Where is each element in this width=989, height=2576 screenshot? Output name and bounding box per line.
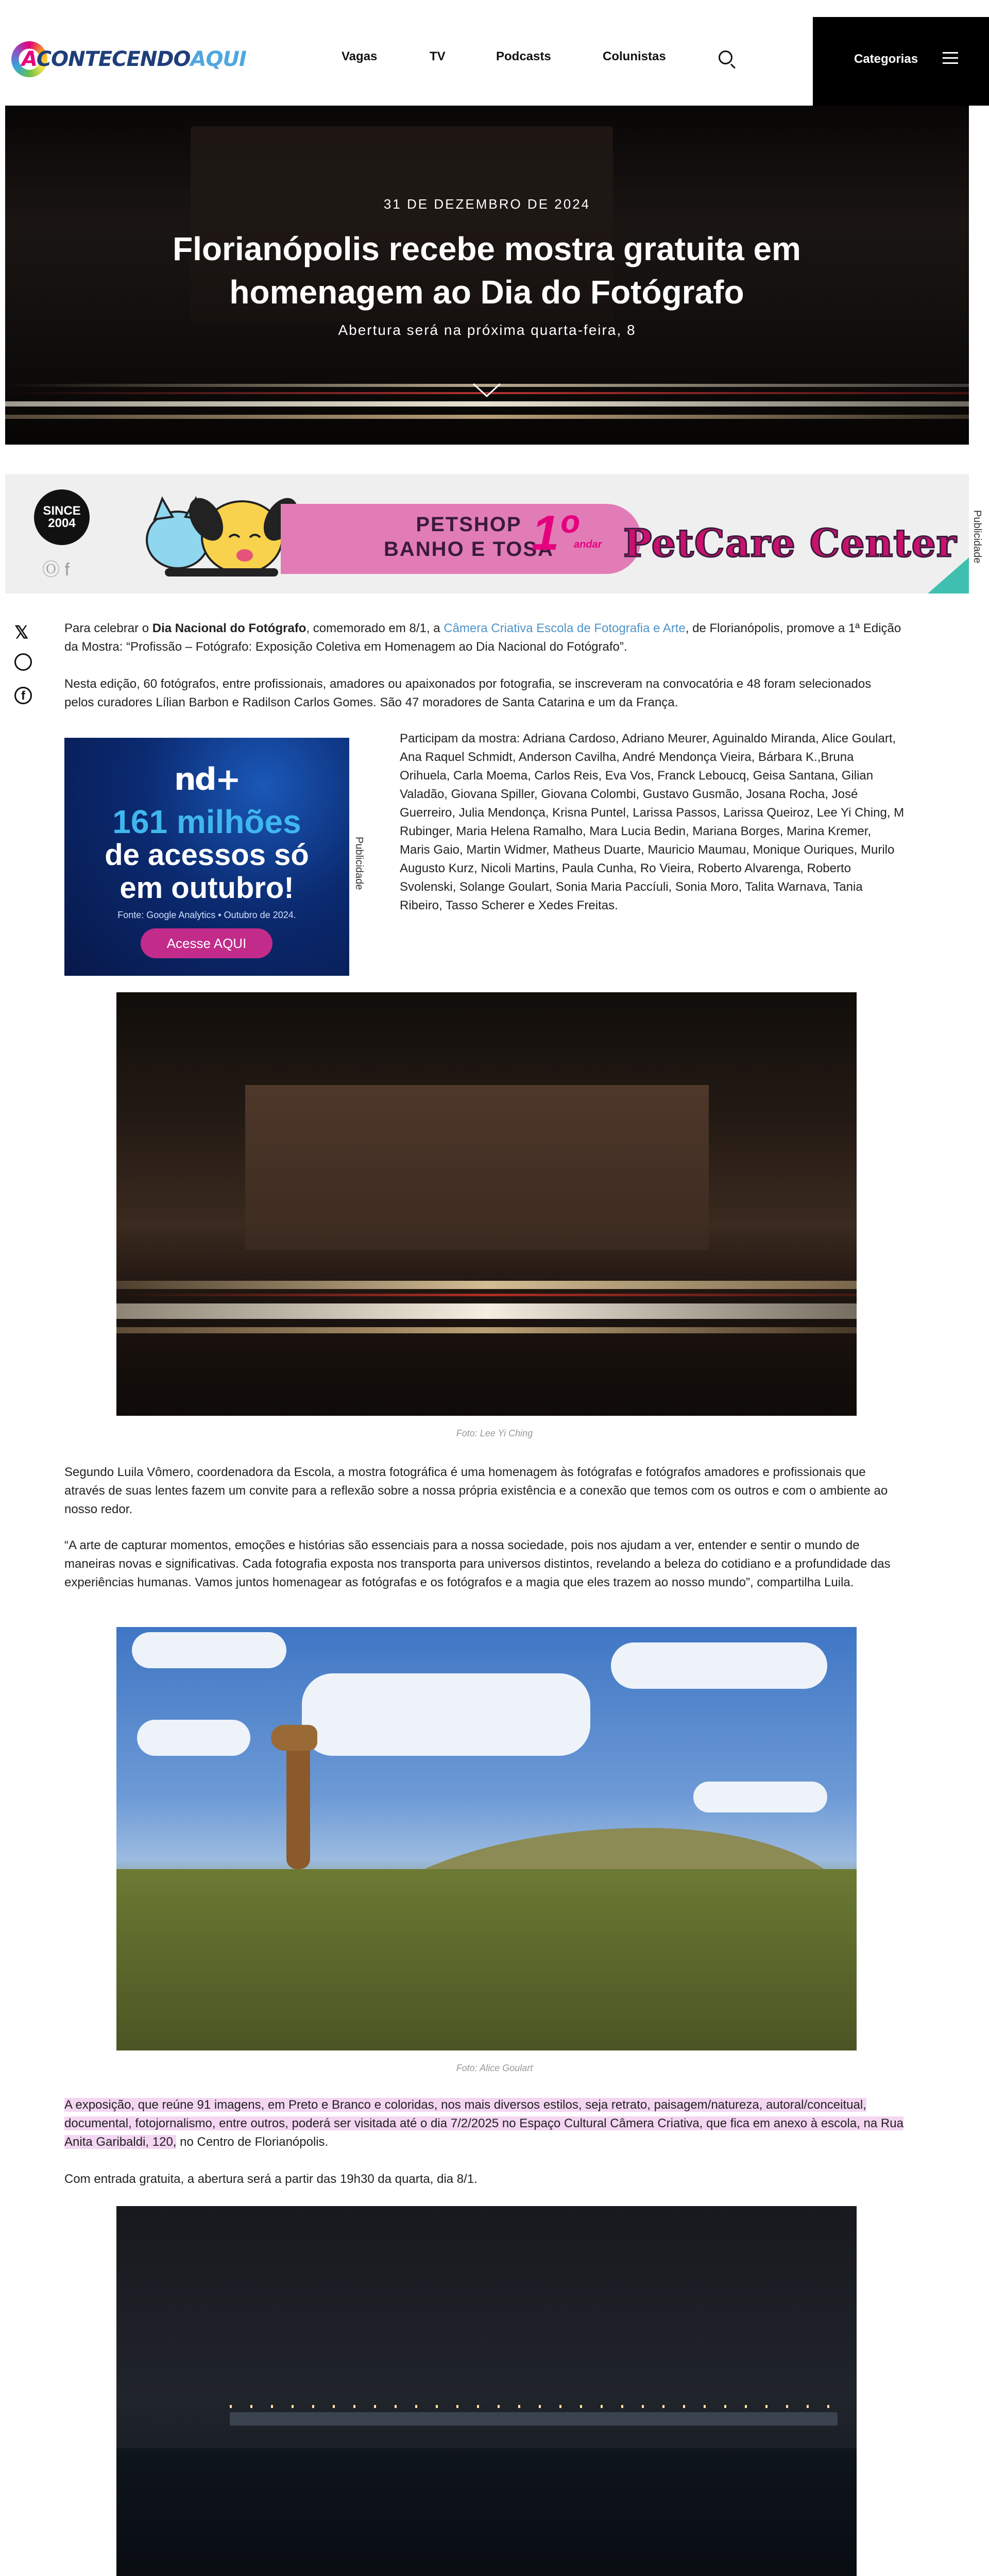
whatsapp-icon[interactable] bbox=[14, 653, 32, 671]
x-icon[interactable]: 𝕏 bbox=[14, 623, 29, 642]
side-ad-cta-button[interactable]: Acesse AQUI bbox=[141, 928, 272, 958]
article-subtitle: Abertura será na próxima quarta-feira, 8 bbox=[338, 322, 636, 338]
nd-logo: nd+ bbox=[174, 761, 240, 798]
main-nav bbox=[0, 49, 814, 70]
site-header bbox=[0, 0, 989, 106]
article-paragraph-4: “A arte de capturar momentos, emoções e histórias são essenciais para a nossa sociedade, pois nos ajudam a ver, entender e sentir o mundo de maneiras novas e significativas. Cada fotografia exposta nos transporta para universos distintos, revelando a beleza do cotidiano e a profundidade das experiências humanas. Vamos juntos homenagear as fotógrafas e os fotógrafos e a magia que eles trazem ao nosso mundo”, compartilha Luila. bbox=[64, 1538, 891, 1589]
article-photo-1 bbox=[116, 992, 857, 1416]
search-icon[interactable] bbox=[718, 49, 737, 69]
side-ad-publicidade-label: Publicidade bbox=[353, 837, 365, 890]
categories-button[interactable] bbox=[813, 17, 989, 106]
chevron-down-icon[interactable] bbox=[471, 380, 502, 400]
participants-list: Participam da mostra: Adriana Cardoso, Adriano Meurer, Aguinaldo Miranda, Alice Goulart, Ana Raquel Schmidt, Anderson Cavilha, André Mendonça Vieira, Bárbara K.,Bruna Orihuela, Carla Moema, Carlos Reis, Eva Vos, Franck Leboucq, Geisa Santana, Gilian Valadão, Giovana Spiller, Giovana Colombi, Gustavo Gusmão, Josana Rocha, José Guerreiro, Julia Mendonça, Krisna Puntel, Larissa Passos, Larissa Queiroz, Lee Yi Ching, M Rubinger, Maria Helena Ramalho, Mara Lucia Bedin, Mariana Borges, Marina Kremer, Maris Gaio, Martin Widmer, Matheus Duarte, Mauricio Maumau, Monique Ouriques, Murilo Augusto Kurz, Nicoli Martins, Paula Cunha, Ro Vieira, Roberto Alvarenga, Roberto Svolenski, Solange Goulart, Sonia Maria Paccíuli, Sonia Moro, Talita Warnava, Tania Ribeiro, Tasso Scherer e Xedes Freitas. bbox=[400, 732, 905, 912]
photo-1-caption: Foto: Lee Yi Ching bbox=[456, 1428, 533, 1438]
facebook-icon[interactable]: f bbox=[14, 687, 32, 704]
article-paragraph-6: Com entrada gratuita, a abertura será a partir das 19h30 da quarta, dia 8/1. bbox=[64, 2172, 478, 2186]
hamburger-icon bbox=[943, 51, 958, 65]
article-paragraph-1: Para celebrar o Dia Nacional do Fotógrafo, comemorado em 8/1, a Câmera Criativa Escola de Fotografia e Arte, de Florianópolis, promove a 1ª Edição da Mostra: “Profissão – Fotógrafo: Exposição Coletiva em Homenagem ao Dia Nacional do Fotógrafo”. bbox=[64, 621, 901, 654]
article-paragraph-5: A exposição, que reúne 91 imagens, em Preto e Branco e coloridas, nos mais diversos estilos, seja retrato, paisagem/natureza, autoral/conceitual, documental, fotojornalismo, entre outros, poderá ser visitada até o dia 7/2/2025 no Espaço Cultural Câmera Criativa, que fica em anexo à escola, na Rua Anita Garibaldi, 120, no Centro de Florianópolis. bbox=[64, 2098, 903, 2149]
side-ad-nd[interactable]: nd+ 161 milhões de acessos só em outubro! Fonte: Google Analytics • Outubro de 2024. Acesse AQUI bbox=[64, 738, 349, 976]
hero-banner bbox=[5, 106, 969, 445]
article-title: Florianópolis recebe mostra gratuita em homenagem ao Dia do Fotógrafo bbox=[173, 230, 801, 311]
ad-petshop-text: PETSHOP BANHO E TOSA bbox=[384, 513, 554, 561]
logo-text: ACONTECENDOAQUI bbox=[22, 47, 246, 71]
since-badge: SINCE 2004 bbox=[34, 489, 90, 545]
article-date: 31 DE DEZEMBRO DE 2024 bbox=[383, 196, 591, 212]
ad-floor: 1º bbox=[532, 505, 577, 561]
ad-floor-label: andar bbox=[574, 539, 602, 550]
photo-2-caption: Foto: Alice Goulart bbox=[456, 2063, 533, 2073]
ad-brand: PetCare Center bbox=[623, 521, 957, 566]
nav-tv[interactable]: TV bbox=[430, 49, 446, 63]
ad-banner-petcare[interactable] bbox=[5, 474, 969, 594]
article-paragraph-2: Nesta edição, 60 fotógrafos, entre profissionais, amadores ou apaixonados por fotografia, se inscreveram na convocatória e 48 foram selecionados pelos curadores Lílian Barbon e Radilson Carlos Gomes. São 47 moradores de Santa Catarina e um da França. bbox=[64, 677, 872, 709]
camera-criativa-link[interactable]: Câmera Criativa Escola de Fotografia e Arte bbox=[444, 621, 686, 635]
nav-vagas[interactable]: Vagas bbox=[342, 49, 378, 63]
article-photo-3 bbox=[116, 2206, 857, 2576]
categories-label: Categorias bbox=[854, 52, 918, 66]
article-paragraph-3: Segundo Luila Vômero, coordenadora da Escola, a mostra fotográfica é uma homenagem às fotógrafas e fotógrafos amadores e profissionais que através de suas lentes fazem um convite para a reflexão sobre a nossa própria existência e a conexão que temos com os outros e com o ambiente ao nosso redor. bbox=[64, 1465, 888, 1516]
highlighted-text: A exposição, que reúne 91 imagens, em Preto e Branco e coloridas, nos mais diversos estilos, seja retrato, paisagem/natureza, autoral/conceitual, documental, fotojornalismo, entre outros, poderá ser visitada até o dia 7/2/2025 no Espaço Cultural Câmera Criativa, que fica em anexo à escola, na Rua Anita Garibaldi, 120, bbox=[64, 2098, 903, 2149]
ad-social-icons: Ⓞ f bbox=[42, 560, 70, 580]
nav-colunistas[interactable]: Colunistas bbox=[603, 49, 666, 63]
article-photo-2 bbox=[116, 1627, 857, 2050]
nav-podcasts[interactable]: Podcasts bbox=[496, 49, 551, 63]
ad-publicidade-label: Publicidade bbox=[971, 510, 983, 564]
